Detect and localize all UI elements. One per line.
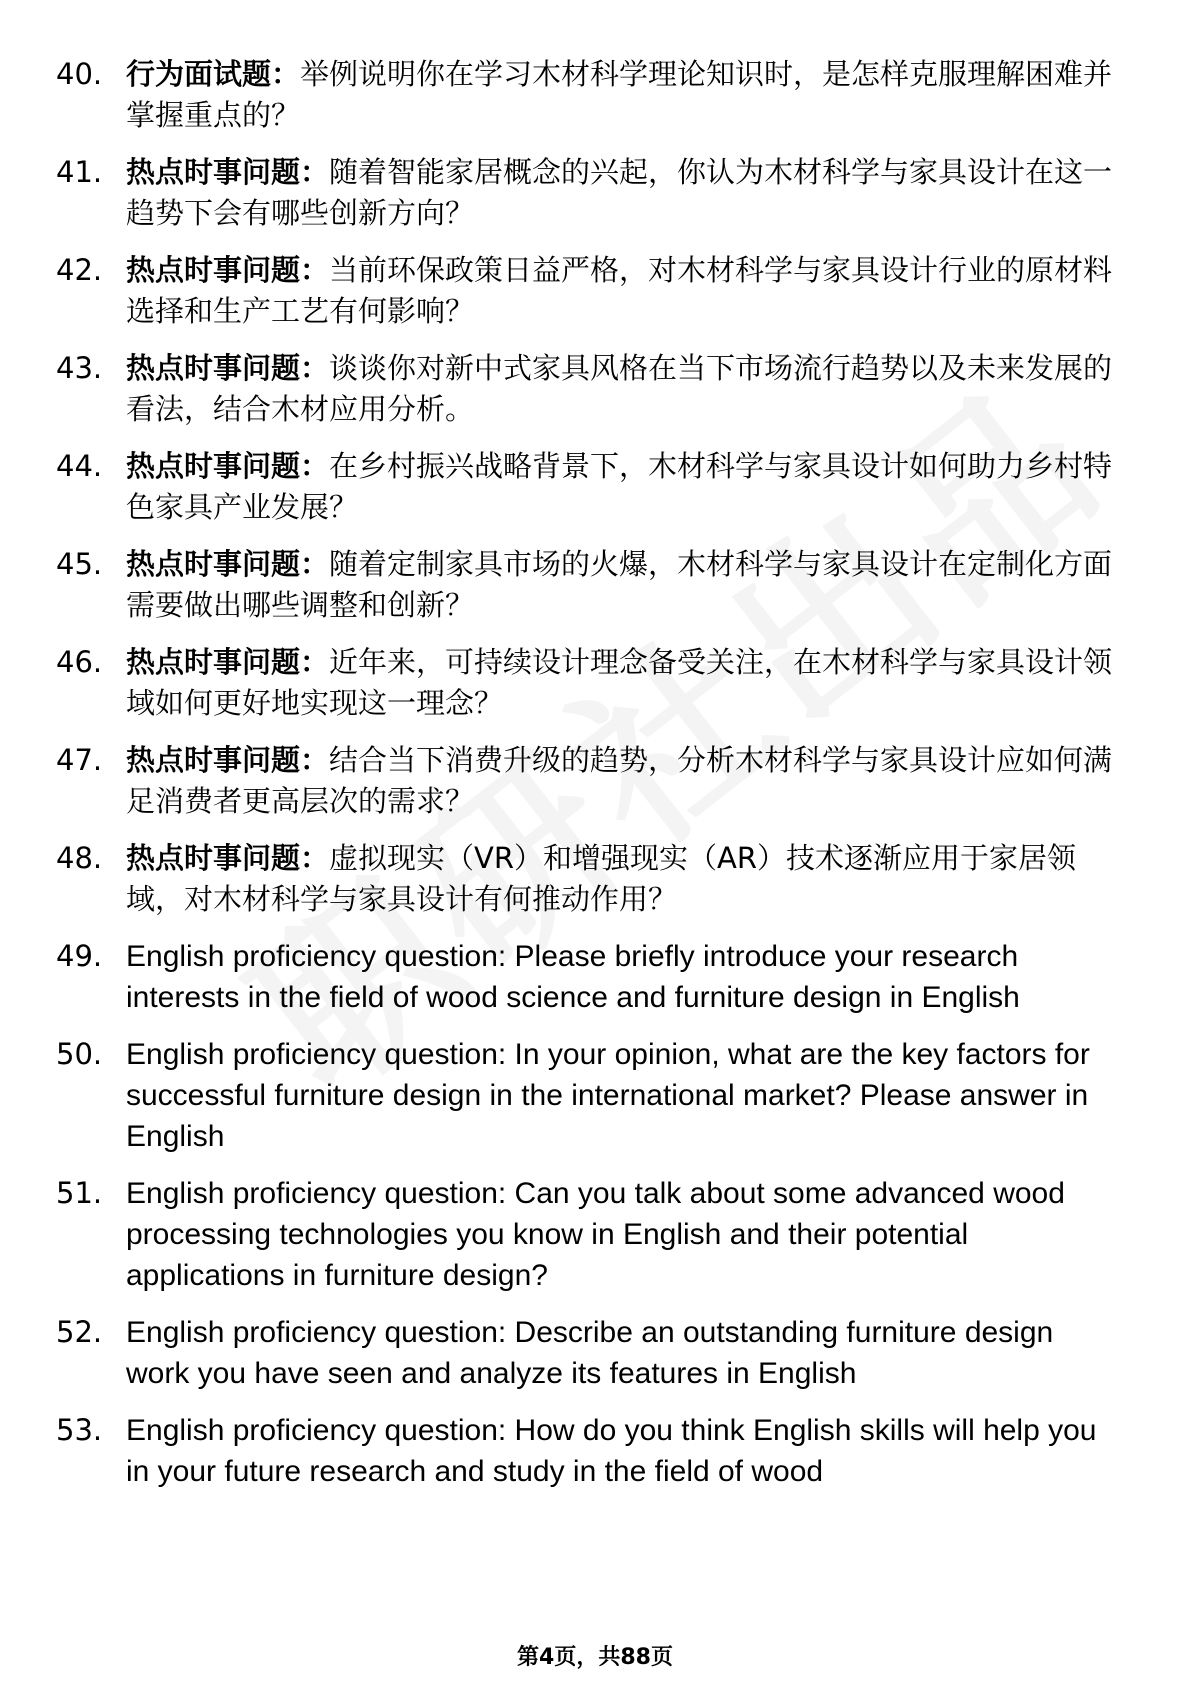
item-category: 热点时事问题： — [126, 253, 330, 287]
page-footer: 第4页，共88页 — [517, 1645, 673, 1670]
item-category: 热点时事问题： — [126, 645, 330, 679]
item-number: 43. — [56, 351, 103, 385]
item-number: 50. — [56, 1037, 103, 1071]
item-number: 46. — [56, 645, 103, 679]
item-number: 44. — [56, 449, 103, 483]
list-item — [56, 250, 1122, 332]
item-category: 热点时事问题： — [126, 351, 330, 385]
item-text: English proficiency question: Describe an outstanding furniture design work you have seen and analyze its features in English — [126, 1316, 1054, 1390]
list-item — [56, 838, 1122, 920]
item-text: 谈谈你对新中式家具风格在当下市场流行趋势以及未来发展的看法，结合木材应用分析。 — [126, 351, 1113, 426]
item-text: 虚拟现实（VR）和增强现实（AR）技术逐渐应用于家居领域，对木材科学与家具设计有何推动作用？ — [126, 841, 1076, 916]
item-text: 举例说明你在学习木材科学理论知识时，是怎样克服理解困难并掌握重点的？ — [126, 57, 1113, 132]
item-number: 47. — [56, 743, 103, 777]
item-text: English proficiency question: Please briefly introduce your research interests in the field of wood science and furniture design in English — [126, 940, 1020, 1014]
item-category: 热点时事问题： — [126, 155, 330, 189]
item-category: 热点时事问题： — [126, 547, 330, 581]
list-item — [56, 54, 1122, 136]
item-number: 49. — [56, 939, 103, 973]
item-text: English proficiency question: Can you talk about some advanced wood processing technologies you know in English and their potential applications in furniture design? — [126, 1177, 1065, 1292]
item-number: 45. — [56, 547, 103, 581]
list-item — [56, 642, 1122, 724]
item-text: English proficiency question: How do you think English skills will help you in your future research and study in the field of wood — [126, 1414, 1097, 1488]
item-number: 40. — [56, 57, 103, 91]
item-number: 48. — [56, 841, 103, 875]
list-item — [56, 1173, 1122, 1296]
item-category: 行为面试题： — [126, 57, 301, 91]
list-item — [56, 740, 1122, 822]
item-number: 51. — [56, 1176, 103, 1210]
item-number: 53. — [56, 1413, 103, 1447]
item-number: 52. — [56, 1315, 103, 1349]
item-text: 在乡村振兴战略背景下，木材科学与家具设计如何助力乡村特色家具产业发展？ — [126, 449, 1113, 524]
list-item — [56, 936, 1122, 1018]
question-list — [56, 54, 1122, 1508]
item-text: 结合当下消费升级的趋势，分析木材科学与家具设计应如何满足消费者更高层次的需求？ — [126, 743, 1113, 818]
item-text: English proficiency question: In your opinion, what are the key factors for successful furniture design in the international market? Please answer in English — [126, 1038, 1090, 1153]
item-text: 随着智能家居概念的兴起，你认为木材科学与家具设计在这一趋势下会有哪些创新方向？ — [126, 155, 1113, 230]
item-text: 当前环保政策日益严格，对木材科学与家具设计行业的原材料选择和生产工艺有何影响？ — [126, 253, 1113, 328]
item-number: 42. — [56, 253, 103, 287]
list-item — [56, 1312, 1122, 1394]
item-number: 41. — [56, 155, 103, 189]
item-text: 随着定制家具市场的火爆，木材科学与家具设计在定制化方面需要做出哪些调整和创新？ — [126, 547, 1113, 622]
list-item — [56, 1410, 1122, 1492]
list-item — [56, 544, 1122, 626]
item-text: 近年来，可持续设计理念备受关注，在木材科学与家具设计领域如何更好地实现这一理念？ — [126, 645, 1113, 720]
list-item — [56, 348, 1122, 430]
list-item — [56, 446, 1122, 528]
item-category: 热点时事问题： — [126, 841, 330, 875]
item-category: 热点时事问题： — [126, 449, 330, 483]
list-item — [56, 152, 1122, 234]
list-item — [56, 1034, 1122, 1157]
item-category: 热点时事问题： — [126, 743, 330, 777]
